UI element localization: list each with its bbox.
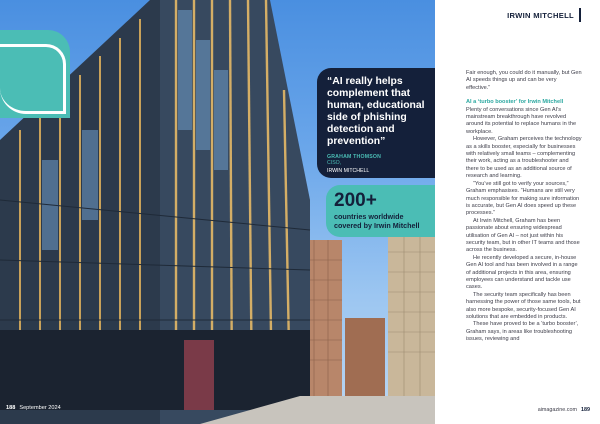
brand-header: IRWIN MITCHELL [507, 11, 574, 20]
quote-author: GRAHAM THOMSON [327, 154, 382, 160]
page-number-right: 189 [581, 407, 590, 413]
quote-company: IRWIN MITCHELL [327, 167, 370, 174]
header-rule [579, 8, 581, 22]
article-paragraph: However, Graham perceives the technology as a skills booster, especially for businesses with relatively small teams – complementing their work, acting as a troubleshooter and there to be used as an additional source of research and learning. [466, 136, 582, 180]
pull-quote-text: “AI really helps complement that human, educational side of phishing detection and prevention” [327, 76, 425, 147]
pull-quote [317, 68, 435, 178]
article-paragraph: At Irwin Mitchell, Graham has been passionate about ensuring widespread utilisation of Gen AI – not just within his security team, but in other IT teams and those across the business. [466, 217, 580, 254]
article-paragraph: These have proved to be a ‘turbo booster’, Graham says, in areas like troubleshooting issues, reviewing and [466, 321, 579, 343]
website-link[interactable]: aimagazine.com [537, 407, 577, 413]
article-paragraph: The security team specifically has been harnessing the power of those same tools, but also more bespoke, security-focused Gen AI solutions that are embedded in products. [466, 291, 581, 320]
folio-right [520, 407, 590, 413]
stat-callout [326, 185, 435, 237]
stat-label: countries worldwide covered by Irwin Mitchell [334, 212, 420, 230]
folio-left [6, 405, 61, 411]
issue-date: September 2024 [19, 405, 61, 411]
stat-number: 200+ [334, 190, 377, 211]
entrance-sign [184, 340, 214, 410]
article-paragraph: “You’ve still got to verify your sources,” Graham emphasises. “Humans are still very much responsible for making sure information is accurate, but Gen AI does speed up these processes.” [466, 180, 580, 217]
white-outline-decoration [0, 44, 66, 114]
article-paragraph: Plenty of conversations since Gen AI’s mainstream breakthrough have revolved around its potential to replace humans in the workplace. [466, 106, 577, 135]
article-paragraph: He recently developed a secure, in-house Gen AI tool and has been involved in a range of additional projects in this area, ensuring employees can understand and tackle use cases. [466, 254, 578, 291]
brick-building [345, 318, 385, 400]
article-paragraph: Fair enough, you could do it manually, but Gen AI speeds things up and can be very effective.” [466, 70, 582, 91]
ground-floor [0, 330, 310, 410]
article-body [466, 70, 582, 344]
quote-role: CISO, [327, 160, 342, 167]
article-subheading: AI a ‘turbo booster’ for Irwin Mitchell [466, 99, 564, 106]
page-number-left: 188 [6, 405, 16, 411]
tall-building-right [388, 232, 435, 400]
